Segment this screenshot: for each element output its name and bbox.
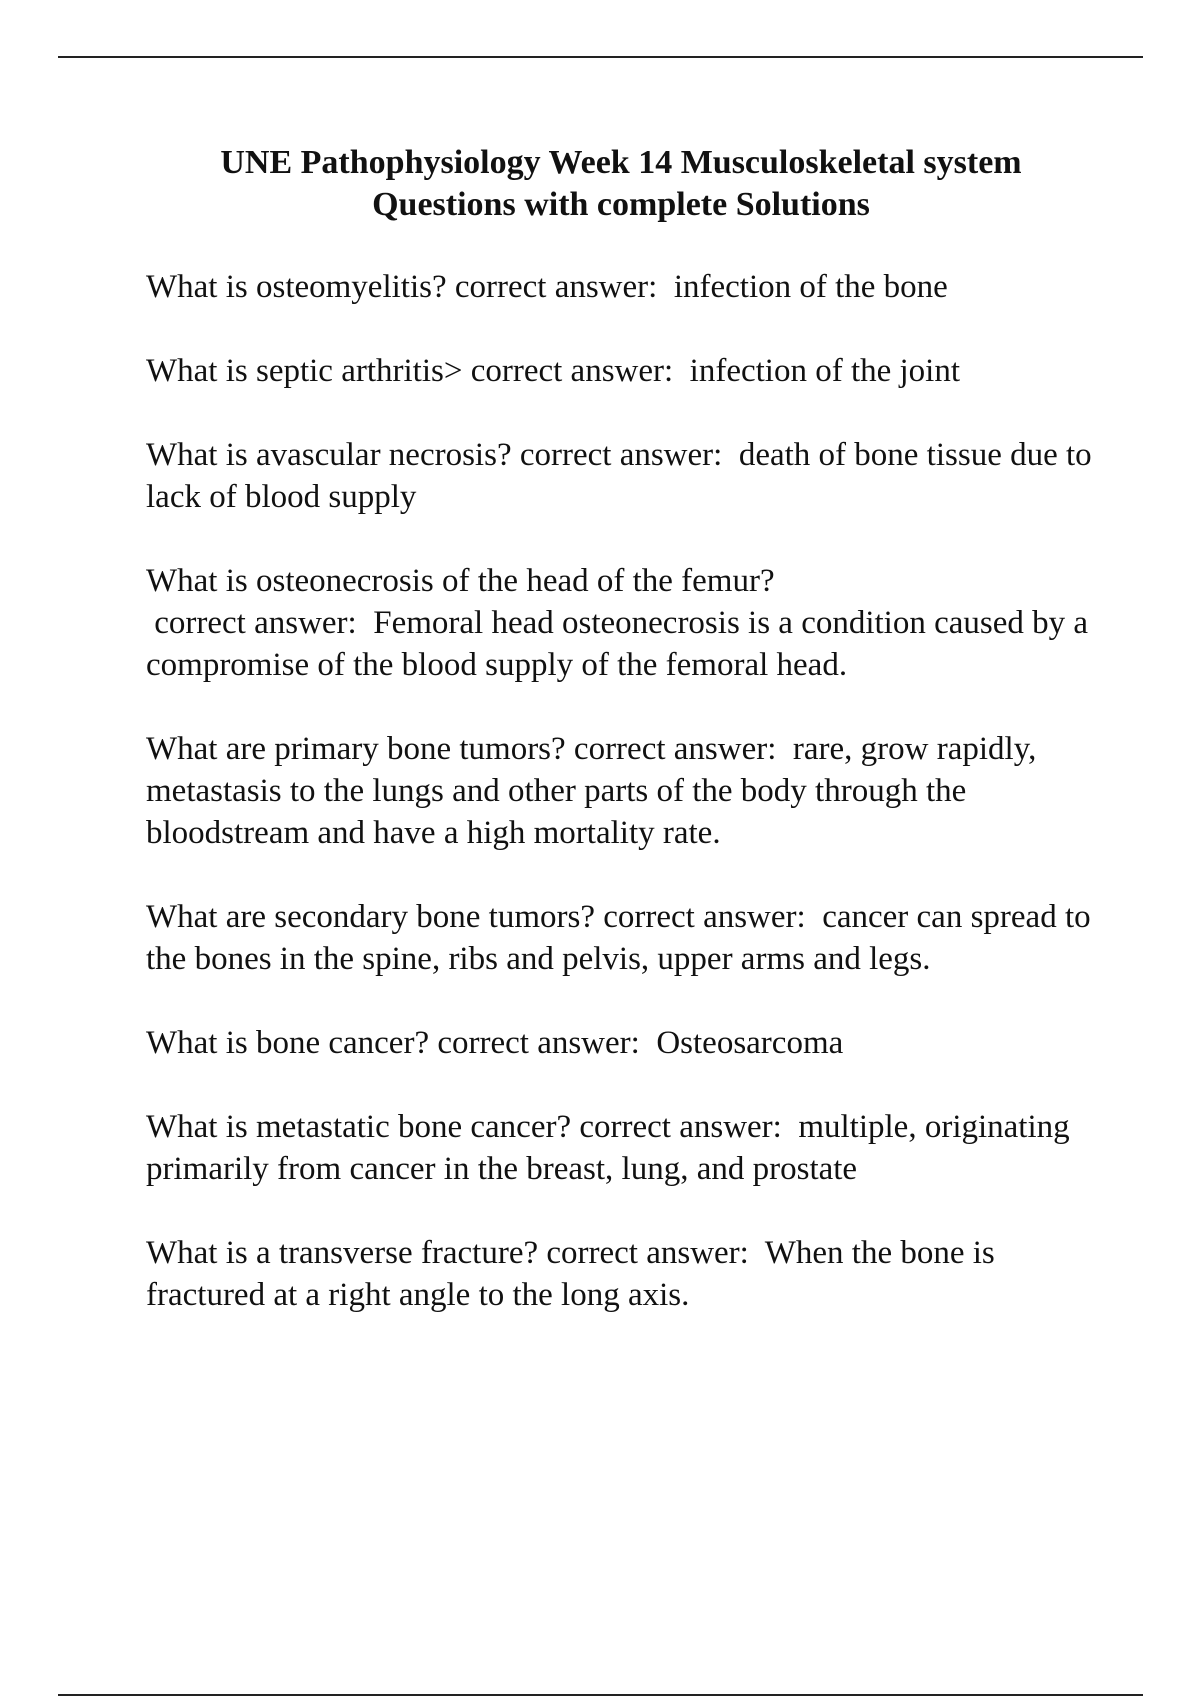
- bottom-rule: [58, 1694, 1143, 1696]
- answer-marker: correct answer:: [511, 437, 739, 473]
- answer-text: When the bone is fractured at a right angle to the long axis.: [146, 1235, 995, 1313]
- question-text: What are primary bone tumors?: [146, 731, 566, 767]
- qa-item: [146, 1106, 1096, 1190]
- answer-text: cancer can spread to the bones in the spine, ribs and pelvis, upper arms and legs.: [146, 899, 1091, 977]
- answer-text: infection of the bone: [673, 269, 948, 305]
- qa-item: [146, 560, 1096, 686]
- qa-item: [146, 1022, 1096, 1064]
- qa-item: [146, 266, 1096, 308]
- question-text: What is bone cancer?: [146, 1025, 430, 1061]
- qa-item: [146, 896, 1096, 980]
- qa-item: [146, 1232, 1096, 1316]
- document-title: UNE Pathophysiology Week 14 Musculoskeletal system Questions with complete Solutions: [220, 144, 1022, 223]
- answer-marker: correct answer:: [538, 1235, 765, 1271]
- answer-text: multiple, originating primarily from cancer in the breast, lung, and prostate: [146, 1109, 1070, 1187]
- answer-marker: correct answer:: [446, 269, 674, 305]
- question-text: What is a transverse fracture?: [146, 1235, 539, 1271]
- qa-item: [146, 350, 1096, 392]
- qa-item: [146, 434, 1096, 518]
- answer-marker: correct answer:: [571, 1109, 799, 1145]
- question-text: What is septic arthritis>: [146, 353, 463, 389]
- question-text: What is osteonecrosis of the head of the femur?: [146, 563, 775, 599]
- question-text: What is osteomyelitis?: [146, 269, 447, 305]
- answer-text: rare, grow rapidly, metastasis to the lungs and other parts of the body through the bloodstream and have a high mortality rate.: [146, 731, 1037, 851]
- answer-text: Osteosarcoma: [656, 1025, 844, 1061]
- top-rule: [58, 56, 1143, 58]
- answer-text: death of bone tissue due to lack of blood supply: [146, 437, 1092, 515]
- answer-marker: correct answer:: [594, 899, 823, 935]
- answer-marker: correct answer:: [429, 1025, 657, 1061]
- answer-text: infection of the joint: [689, 353, 961, 389]
- answer-marker: correct answer:: [146, 605, 374, 641]
- question-text: What is metastatic bone cancer?: [146, 1109, 572, 1145]
- answer-marker: correct answer:: [565, 731, 793, 767]
- qa-item: [146, 728, 1096, 854]
- answer-marker: correct answer:: [462, 353, 690, 389]
- answer-text: Femoral head osteonecrosis is a condition caused by a compromise of the blood supply of the femoral head.: [146, 605, 1089, 683]
- document-body: [146, 142, 1096, 1358]
- question-text: What are secondary bone tumors?: [146, 899, 595, 935]
- question-text: What is avascular necrosis?: [146, 437, 512, 473]
